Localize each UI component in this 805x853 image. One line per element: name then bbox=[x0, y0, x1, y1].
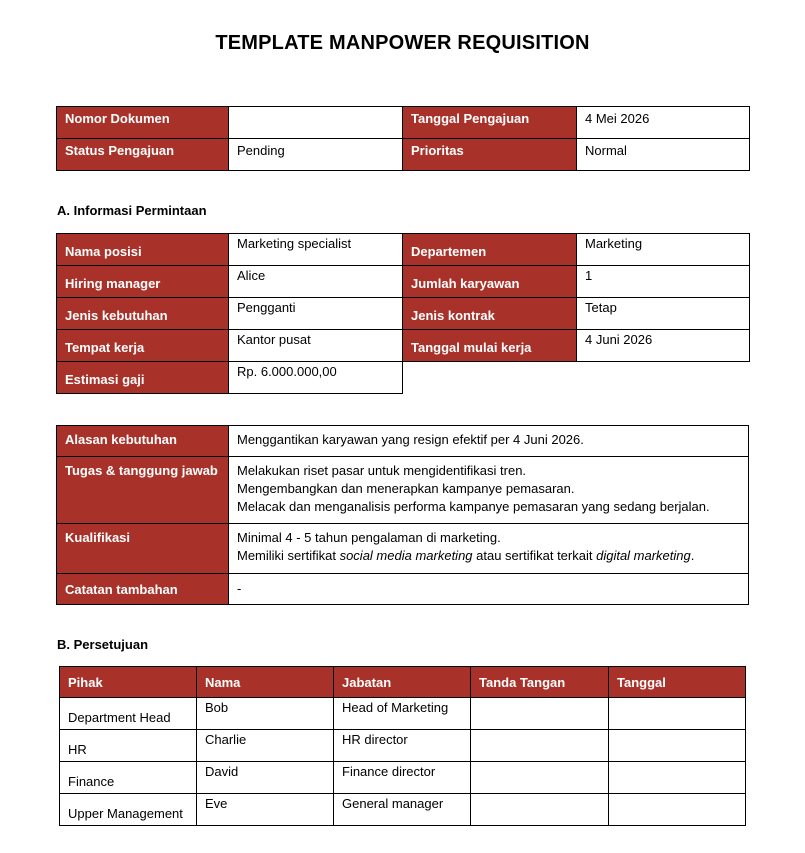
tanggal-pengajuan-value[interactable]: 4 Mei 2026 bbox=[577, 107, 750, 139]
pihak-cell: HR bbox=[60, 730, 197, 762]
tanggal-mulai-kerja-value[interactable]: 4 Juni 2026 bbox=[577, 330, 750, 362]
tugas-line: Melakukan riset pasar untuk mengidentifikasi tren. bbox=[237, 463, 527, 478]
table-row bbox=[60, 730, 746, 762]
column-header-tanda-tangan: Tanda Tangan bbox=[471, 667, 609, 698]
nama-cell[interactable]: David bbox=[197, 762, 334, 794]
tanggal-cell[interactable] bbox=[609, 794, 746, 826]
tanda-tangan-cell[interactable] bbox=[471, 794, 609, 826]
hiring-manager-value[interactable]: Alice bbox=[229, 266, 403, 298]
jenis-kontrak-value[interactable]: Tetap bbox=[577, 298, 750, 330]
detail-table bbox=[56, 425, 749, 605]
tanggal-cell[interactable] bbox=[609, 698, 746, 730]
prioritas-label: Prioritas bbox=[403, 139, 577, 171]
page-title: TEMPLATE MANPOWER REQUISITION bbox=[215, 32, 590, 54]
nomor-dokumen-label: Nomor Dokumen bbox=[57, 107, 229, 139]
tanggal-mulai-kerja-label: Tanggal mulai kerja bbox=[403, 330, 577, 362]
jenis-kebutuhan-value[interactable]: Pengganti bbox=[229, 298, 403, 330]
tugas-value[interactable] bbox=[229, 457, 749, 524]
status-pengajuan-value[interactable]: Pending bbox=[229, 139, 403, 171]
jabatan-cell[interactable]: Finance director bbox=[334, 762, 471, 794]
column-header-jabatan: Jabatan bbox=[334, 667, 471, 698]
kualifikasi-label: Kualifikasi bbox=[57, 524, 229, 574]
jenis-kebutuhan-label: Jenis kebutuhan bbox=[57, 298, 229, 330]
empty-cell bbox=[577, 362, 750, 394]
kualifikasi-line: Memiliki sertifikat social media marketing atau sertifikat terkait digital marketing. bbox=[237, 548, 695, 563]
tanggal-pengajuan-label: Tanggal Pengajuan bbox=[403, 107, 577, 139]
departemen-value[interactable]: Marketing bbox=[577, 234, 750, 266]
estimasi-gaji-label: Estimasi gaji bbox=[57, 362, 229, 394]
hiring-manager-label: Hiring manager bbox=[57, 266, 229, 298]
table-row bbox=[60, 794, 746, 826]
empty-cell bbox=[403, 362, 577, 394]
section-b-heading: B. Persetujuan bbox=[57, 637, 149, 652]
nomor-dokumen-value[interactable] bbox=[229, 107, 403, 139]
nama-cell[interactable]: Eve bbox=[197, 794, 334, 826]
table-row bbox=[60, 762, 746, 794]
jabatan-cell[interactable]: Head of Marketing bbox=[334, 698, 471, 730]
tanda-tangan-cell[interactable] bbox=[471, 698, 609, 730]
pihak-cell: Finance bbox=[60, 762, 197, 794]
prioritas-value[interactable]: Normal bbox=[577, 139, 750, 171]
tanda-tangan-cell[interactable] bbox=[471, 762, 609, 794]
nama-posisi-label: Nama posisi bbox=[57, 234, 229, 266]
nama-cell[interactable]: Charlie bbox=[197, 730, 334, 762]
persetujuan-table bbox=[59, 666, 746, 826]
alasan-kebutuhan-value[interactable]: Menggantikan karyawan yang resign efektif per 4 Juni 2026. bbox=[229, 426, 749, 457]
section-a-heading: A. Informasi Permintaan bbox=[57, 203, 207, 218]
estimasi-gaji-value[interactable]: Rp. 6.000.000,00 bbox=[229, 362, 403, 394]
nama-cell[interactable]: Bob bbox=[197, 698, 334, 730]
jenis-kontrak-label: Jenis kontrak bbox=[403, 298, 577, 330]
jabatan-cell[interactable]: General manager bbox=[334, 794, 471, 826]
pihak-cell: Department Head bbox=[60, 698, 197, 730]
tempat-kerja-label: Tempat kerja bbox=[57, 330, 229, 362]
informasi-permintaan-table bbox=[56, 233, 750, 394]
catatan-tambahan-label: Catatan tambahan bbox=[57, 574, 229, 605]
tempat-kerja-value[interactable]: Kantor pusat bbox=[229, 330, 403, 362]
pihak-cell: Upper Management bbox=[60, 794, 197, 826]
kualifikasi-line: Minimal 4 - 5 tahun pengalaman di marketing. bbox=[237, 530, 501, 545]
jumlah-karyawan-value[interactable]: 1 bbox=[577, 266, 750, 298]
nama-posisi-value[interactable]: Marketing specialist bbox=[229, 234, 403, 266]
column-header-tanggal: Tanggal bbox=[609, 667, 746, 698]
tanggal-cell[interactable] bbox=[609, 762, 746, 794]
tugas-label: Tugas & tanggung jawab bbox=[57, 457, 229, 524]
header-table bbox=[56, 106, 750, 171]
status-pengajuan-label: Status Pengajuan bbox=[57, 139, 229, 171]
tanda-tangan-cell[interactable] bbox=[471, 730, 609, 762]
column-header-pihak: Pihak bbox=[60, 667, 197, 698]
kualifikasi-value[interactable] bbox=[229, 524, 749, 574]
tugas-line: Melacak dan menganalisis performa kampanye pemasaran yang sedang berjalan. bbox=[237, 499, 710, 514]
jabatan-cell[interactable]: HR director bbox=[334, 730, 471, 762]
catatan-tambahan-value[interactable]: - bbox=[229, 574, 749, 605]
tanggal-cell[interactable] bbox=[609, 730, 746, 762]
tugas-line: Mengembangkan dan menerapkan kampanye pemasaran. bbox=[237, 481, 575, 496]
departemen-label: Departemen bbox=[403, 234, 577, 266]
jumlah-karyawan-label: Jumlah karyawan bbox=[403, 266, 577, 298]
column-header-nama: Nama bbox=[197, 667, 334, 698]
alasan-kebutuhan-label: Alasan kebutuhan bbox=[57, 426, 229, 457]
table-row bbox=[60, 698, 746, 730]
